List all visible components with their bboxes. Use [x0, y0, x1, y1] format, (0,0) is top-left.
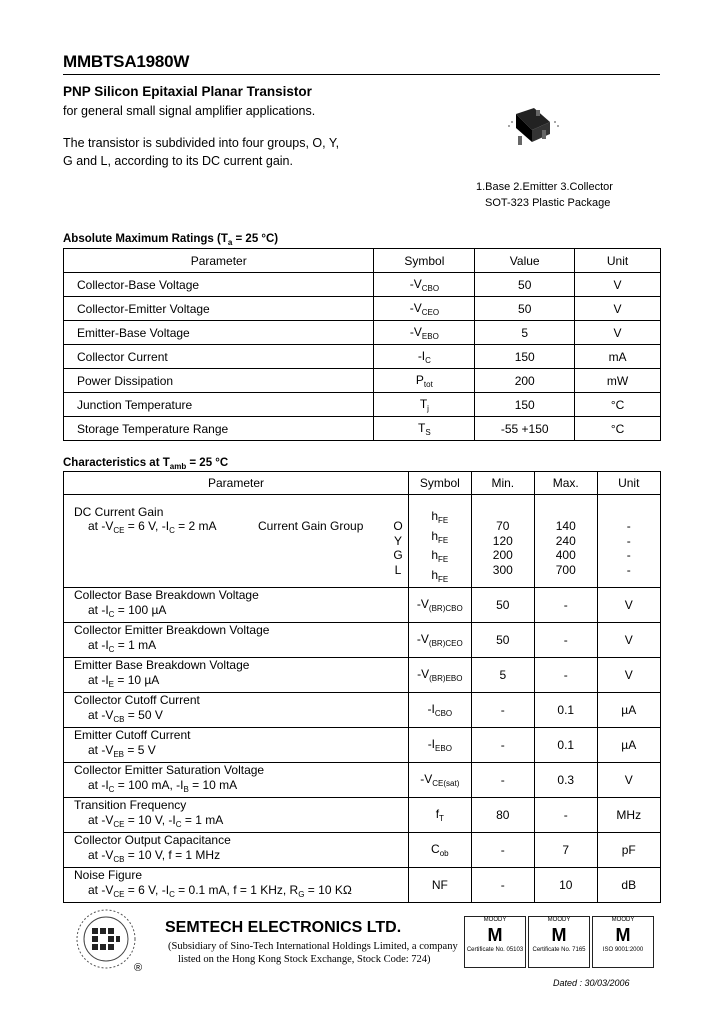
company-name: SEMTECH ELECTRONICS LTD.: [165, 919, 402, 936]
param: Collector Cutoff Current at $-V_{CB} = 50$ V: [64, 693, 409, 728]
value: 5: [475, 321, 575, 345]
header-unit: Unit: [597, 472, 660, 495]
table-row: [64, 273, 661, 297]
param: Junction Temperature: [64, 393, 374, 417]
min: 80: [471, 798, 534, 833]
param-line: DC Current Gain: [74, 504, 164, 519]
max: 140 240 400 700: [534, 495, 597, 588]
table-row: [64, 623, 661, 658]
max: -: [534, 588, 597, 623]
symbol: $-V_{EBO}$: [374, 321, 475, 345]
certification-badge: MOODY M Certificate No. 7165: [528, 916, 590, 968]
unit: V: [597, 658, 660, 693]
table-row: [64, 658, 661, 693]
symbol: $-V_{(BR)CBO}$: [409, 588, 472, 623]
abs-max-title: Absolute Maximum Ratings ($T_a = 25$ °C): [63, 233, 279, 247]
value: 50: [475, 273, 575, 297]
param-condition: at $-V_{CE} = 6$ V, $-I_C = 2$ mA Current Gain Group O Y G L: [74, 519, 408, 577]
min: 50: [471, 588, 534, 623]
param: Emitter Cutoff Current at $-V_{EB} = 5$ V: [64, 728, 409, 763]
param: Collector Emitter Saturation Voltage at $-I_C = 100$ mA, $-I_B = 10$ mA: [64, 763, 409, 798]
unit: V: [575, 321, 661, 345]
table-row: [64, 728, 661, 763]
unit: mA: [575, 345, 661, 369]
param: Noise Figure at $-V_{CE} = 6$ V, $-I_C = 0.1$ mA, f = 1 KHz, $R_G = 10$ KΩ: [64, 868, 409, 903]
value: 200: [475, 369, 575, 393]
header-symbol: Symbol: [374, 249, 475, 273]
unit: °C: [575, 393, 661, 417]
table-row: [64, 798, 661, 833]
symbol: $h_{FE}$ $h_{FE}$ $h_{FE}$ $h_{FE}$: [409, 495, 472, 588]
unit: V: [597, 623, 660, 658]
unit: V: [597, 763, 660, 798]
max: -: [534, 798, 597, 833]
table-row: [64, 321, 661, 345]
table-row: [64, 693, 661, 728]
certification-badge: MOODY M Certificate No. 05103: [464, 916, 526, 968]
cert-logo-icon: M: [487, 925, 503, 945]
symbol: $-V_{(BR)EBO}$: [409, 658, 472, 693]
param: Collector Base Breakdown Voltage at $-I_C = 100$ µA: [64, 588, 409, 623]
header-parameter: Parameter: [64, 249, 374, 273]
header-min: Min.: [471, 472, 534, 495]
param: Emitter-Base Voltage: [64, 321, 374, 345]
min: -: [471, 833, 534, 868]
max: 0.1: [534, 693, 597, 728]
table-row: [64, 588, 661, 623]
header-value: Value: [475, 249, 575, 273]
unit: µA: [597, 728, 660, 763]
registered-mark: ®: [134, 962, 143, 974]
param: Collector-Emitter Voltage: [64, 297, 374, 321]
characteristics-title: Characteristics at $T_{amb} = 25$ °C: [63, 457, 229, 471]
max: 7: [534, 833, 597, 868]
param: Collector-Base Voltage: [64, 273, 374, 297]
header-parameter: Parameter: [64, 472, 409, 495]
max: 10: [534, 868, 597, 903]
table-row: [64, 763, 661, 798]
heading: PNP Silicon Epitaxial Planar Transistor: [63, 84, 312, 99]
header-unit: Unit: [575, 249, 661, 273]
symbol: $-V_{CE(sat)}$: [409, 763, 472, 798]
table-row: [64, 417, 661, 441]
description-line1: The transistor is subdivided into four groups, O, Y,: [63, 136, 340, 150]
symbol: $T_S$: [374, 417, 475, 441]
symbol: $-V_{CBO}$: [374, 273, 475, 297]
subsidiary-note: (Subsidiary of Sino-Tech International Holdings Limited, a company listed on the Hong Kong Stock Exchange, Stock Code: 724): [168, 941, 458, 965]
unit: °C: [575, 417, 661, 441]
unit: mW: [575, 369, 661, 393]
param: Emitter Base Breakdown Voltage at $-I_E = 10$ µA: [64, 658, 409, 693]
min: -: [471, 728, 534, 763]
unit: V: [575, 273, 661, 297]
table-header-row: [64, 472, 661, 495]
symbol: $-I_{CBO}$: [409, 693, 472, 728]
certification-badge: MOODY M ISO 9001:2000: [592, 916, 654, 968]
cert-logo-icon: M: [615, 925, 631, 945]
max: 0.3: [534, 763, 597, 798]
gain-groups: O Y G L: [393, 519, 403, 577]
unit: pF: [597, 833, 660, 868]
param: Storage Temperature Range: [64, 417, 374, 441]
table-row: [64, 868, 661, 903]
abs-max-table: [63, 248, 661, 441]
max: 0.1: [534, 728, 597, 763]
symbol: $T_j$: [374, 393, 475, 417]
characteristics-table: [63, 471, 661, 903]
param: Collector Output Capacitance at $-V_{CB} = 10$ V, f = 1 MHz: [64, 833, 409, 868]
param: Collector Emitter Breakdown Voltage at $-I_C = 1$ mA: [64, 623, 409, 658]
min: -: [471, 763, 534, 798]
min: 5: [471, 658, 534, 693]
param: Transition Frequency at $-V_{CE} = 10$ V, $-I_C = 1$ mA: [64, 798, 409, 833]
value: -55 +150: [475, 417, 575, 441]
max: -: [534, 623, 597, 658]
description-line2: G and L, according to its DC current gain.: [63, 154, 293, 168]
unit: µA: [597, 693, 660, 728]
min: -: [471, 693, 534, 728]
symbol: $-V_{(BR)CEO}$: [409, 623, 472, 658]
cert-logo-icon: M: [551, 925, 567, 945]
table-header-row: [64, 249, 661, 273]
unit: V: [597, 588, 660, 623]
company-logo: [75, 908, 137, 970]
title-rule: [63, 74, 660, 75]
unit: dB: [597, 868, 660, 903]
pin-description: 1.Base 2.Emitter 3.Collector: [476, 181, 613, 193]
symbol: $P_{tot}$: [374, 369, 475, 393]
part-number: MMBTSA1980W: [63, 52, 190, 71]
param: Collector Current: [64, 345, 374, 369]
application-text: for general small signal amplifier applications.: [63, 104, 316, 118]
table-row: [64, 369, 661, 393]
table-row: [64, 297, 661, 321]
value: 150: [475, 393, 575, 417]
symbol: $f_T$: [409, 798, 472, 833]
value: 150: [475, 345, 575, 369]
param: Power Dissipation: [64, 369, 374, 393]
table-row: [64, 393, 661, 417]
symbol: $-I_C$: [374, 345, 475, 369]
table-row: [64, 495, 661, 588]
param-dc-gain: [64, 495, 409, 588]
package-type: SOT-323 Plastic Package: [485, 197, 611, 209]
symbol: $-I_{EBO}$: [409, 728, 472, 763]
symbol: $-V_{CEO}$: [374, 297, 475, 321]
max: -: [534, 658, 597, 693]
min: -: [471, 868, 534, 903]
table-row: [64, 833, 661, 868]
header-symbol: Symbol: [409, 472, 472, 495]
header-max: Max.: [534, 472, 597, 495]
unit: V: [575, 297, 661, 321]
symbol: NF: [409, 868, 472, 903]
symbol: $C_{ob}$: [409, 833, 472, 868]
dated: Dated : 30/03/2006: [553, 978, 630, 988]
min: 70 120 200 300: [471, 495, 534, 588]
min: 50: [471, 623, 534, 658]
unit: - - - -: [597, 495, 660, 588]
value: 50: [475, 297, 575, 321]
gain-group-label: Current Gain Group: [258, 519, 364, 534]
sot323-package-image: [500, 100, 560, 164]
table-row: [64, 345, 661, 369]
unit: MHz: [597, 798, 660, 833]
